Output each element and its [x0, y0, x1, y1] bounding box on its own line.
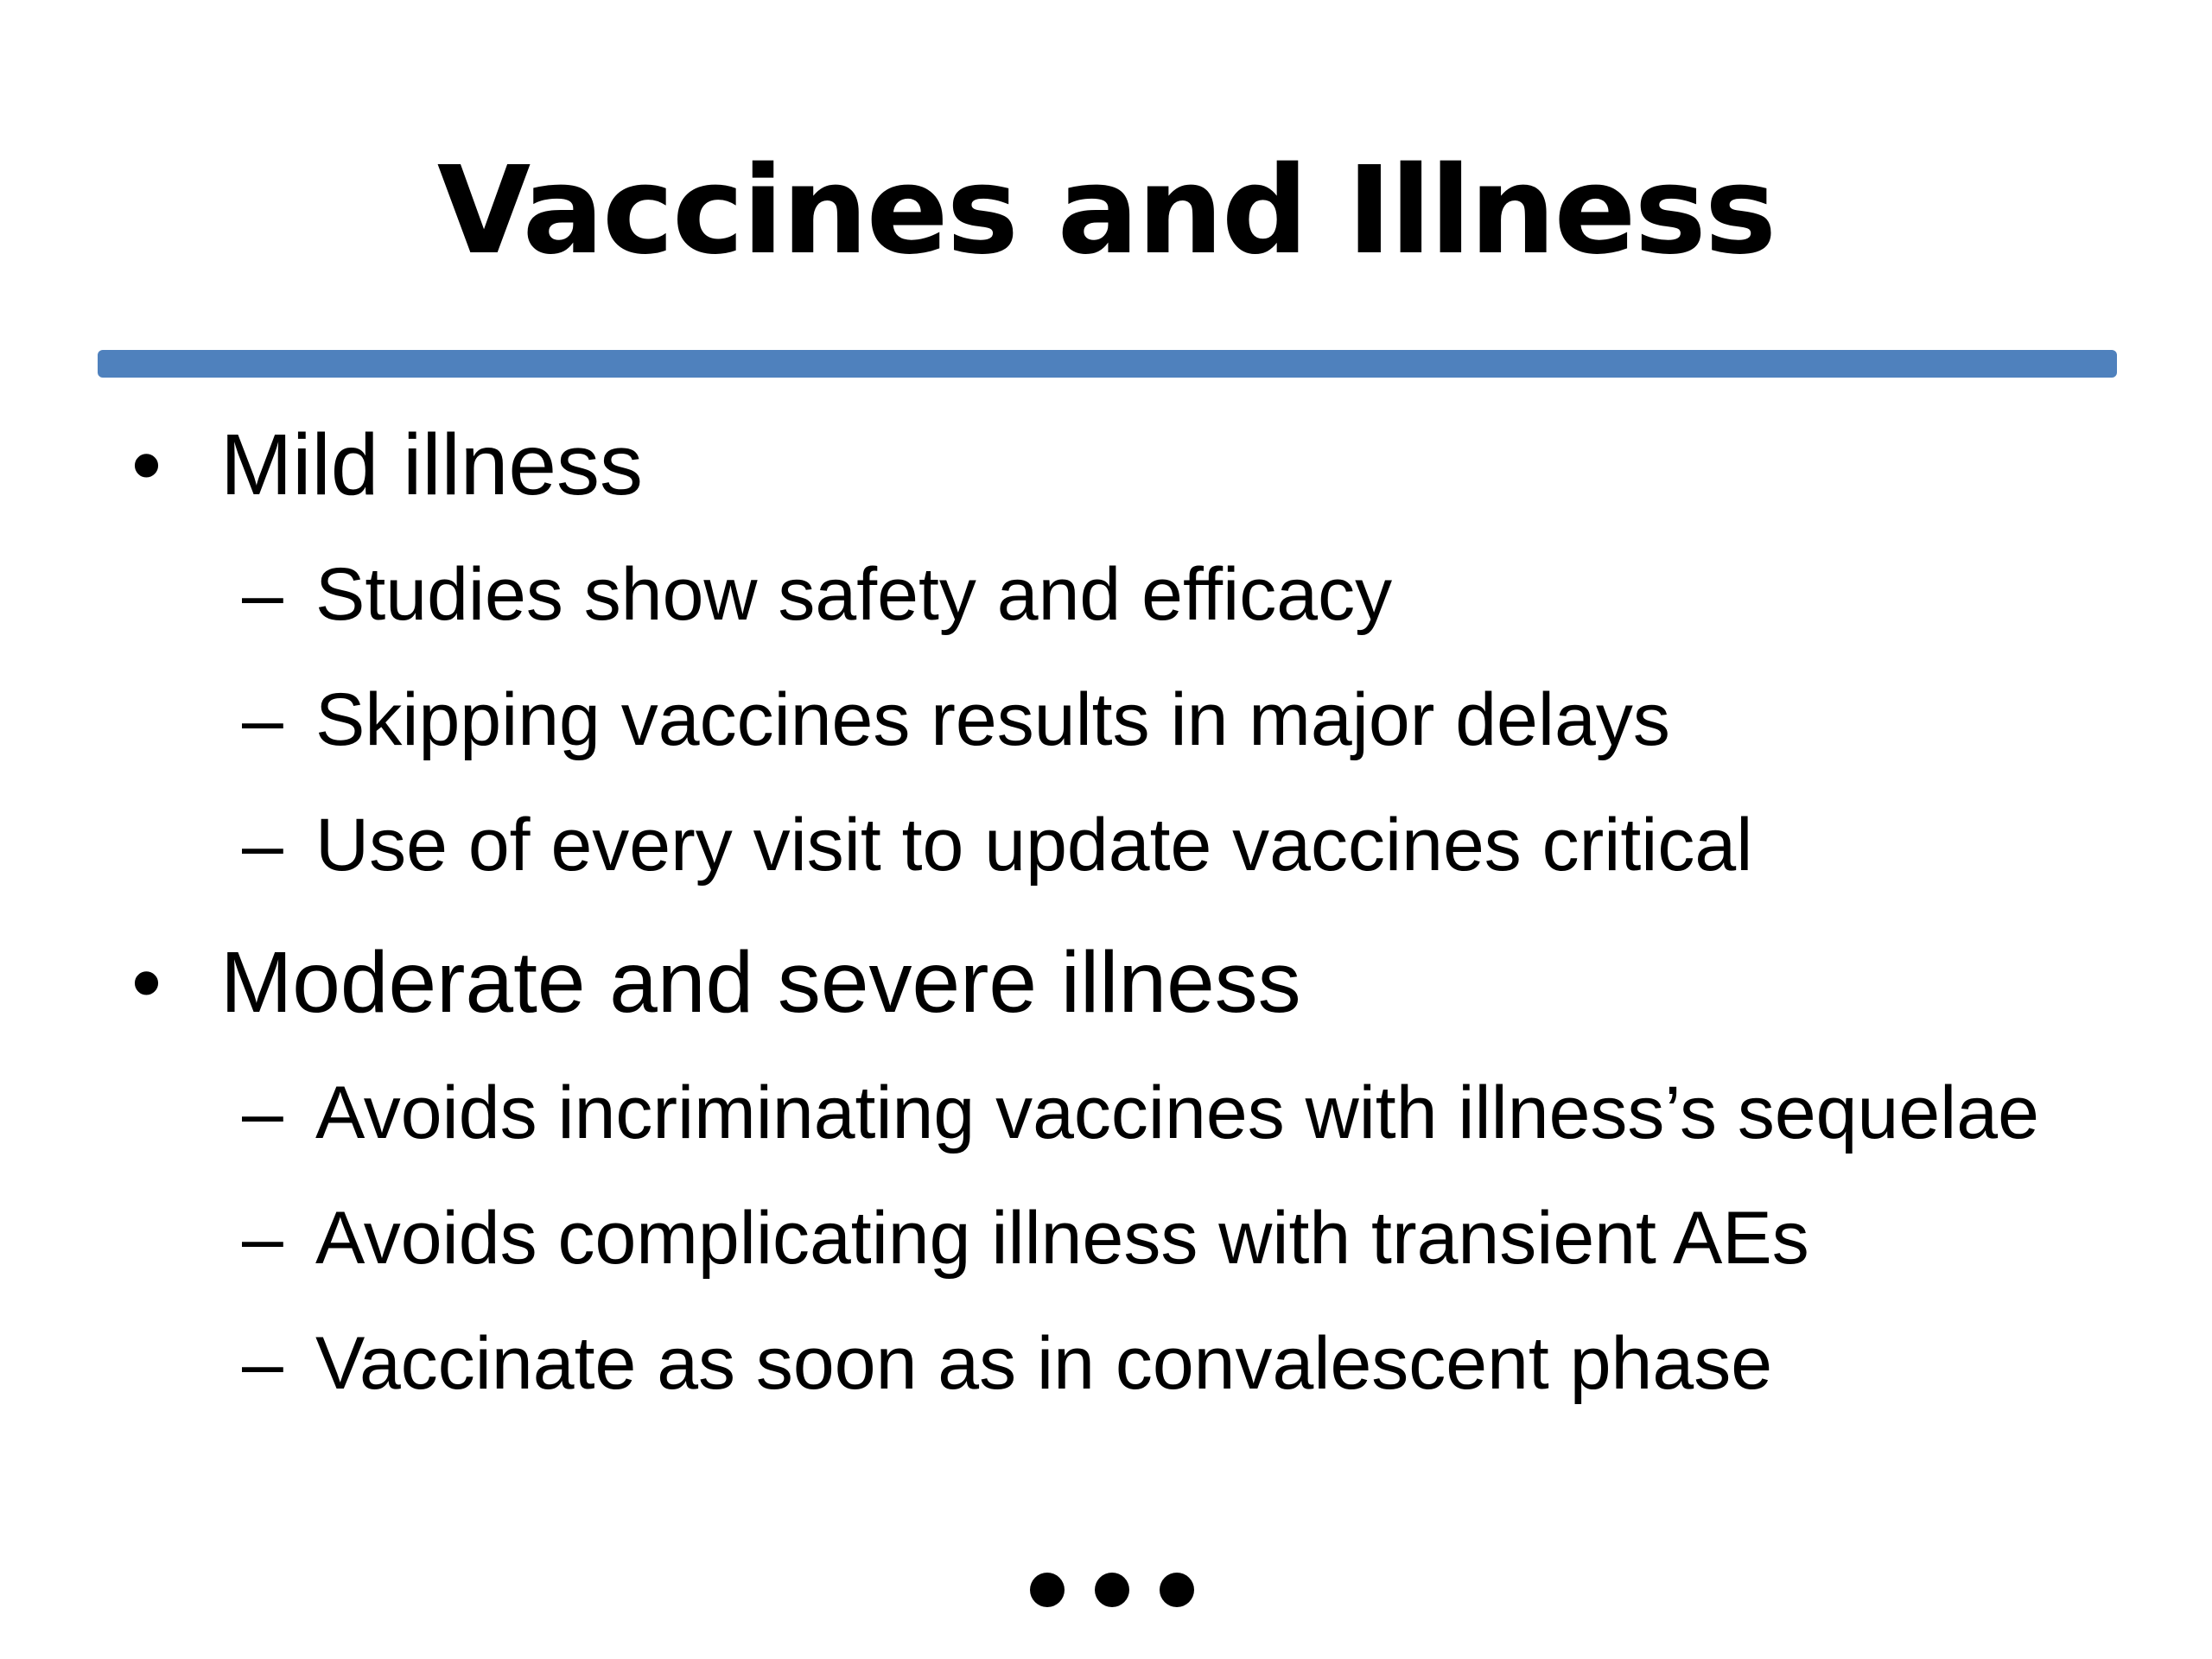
bullet-text: Mild illness — [220, 416, 644, 513]
sub-bullet-marker: – — [242, 678, 283, 761]
bullet-marker: • — [131, 416, 162, 513]
sub-bullet-text: Avoids incriminating vaccines with illness’s sequelae — [315, 1071, 2039, 1154]
sub-bullet-text: Skipping vaccines results in major delays — [315, 678, 1670, 761]
sub-bullet-text: Avoids complicating illness with transient AEs — [315, 1197, 1809, 1280]
ellipsis-dot — [1160, 1573, 1194, 1607]
sub-bullet-marker: – — [242, 553, 283, 636]
sub-bullet-text: Use of every visit to update vaccines critical — [315, 804, 1753, 887]
sub-bullet-marker: – — [242, 1197, 283, 1280]
slide-title: Vaccines and Illness — [436, 141, 1776, 282]
ellipsis-icon — [1030, 1573, 1211, 1616]
sub-bullet-marker: – — [242, 804, 283, 887]
ellipsis-dot — [1030, 1573, 1065, 1607]
bullet-text: Moderate and severe illness — [220, 934, 1301, 1031]
sub-bullet-text: Vaccinate as soon as in convalescent phase — [315, 1322, 1773, 1405]
bullet-marker: • — [131, 934, 162, 1031]
sub-bullet-marker: – — [242, 1322, 283, 1405]
ellipsis-dot — [1095, 1573, 1129, 1607]
sub-bullet-marker: – — [242, 1071, 283, 1154]
sub-bullet-text: Studies show safety and efficacy — [315, 553, 1393, 636]
